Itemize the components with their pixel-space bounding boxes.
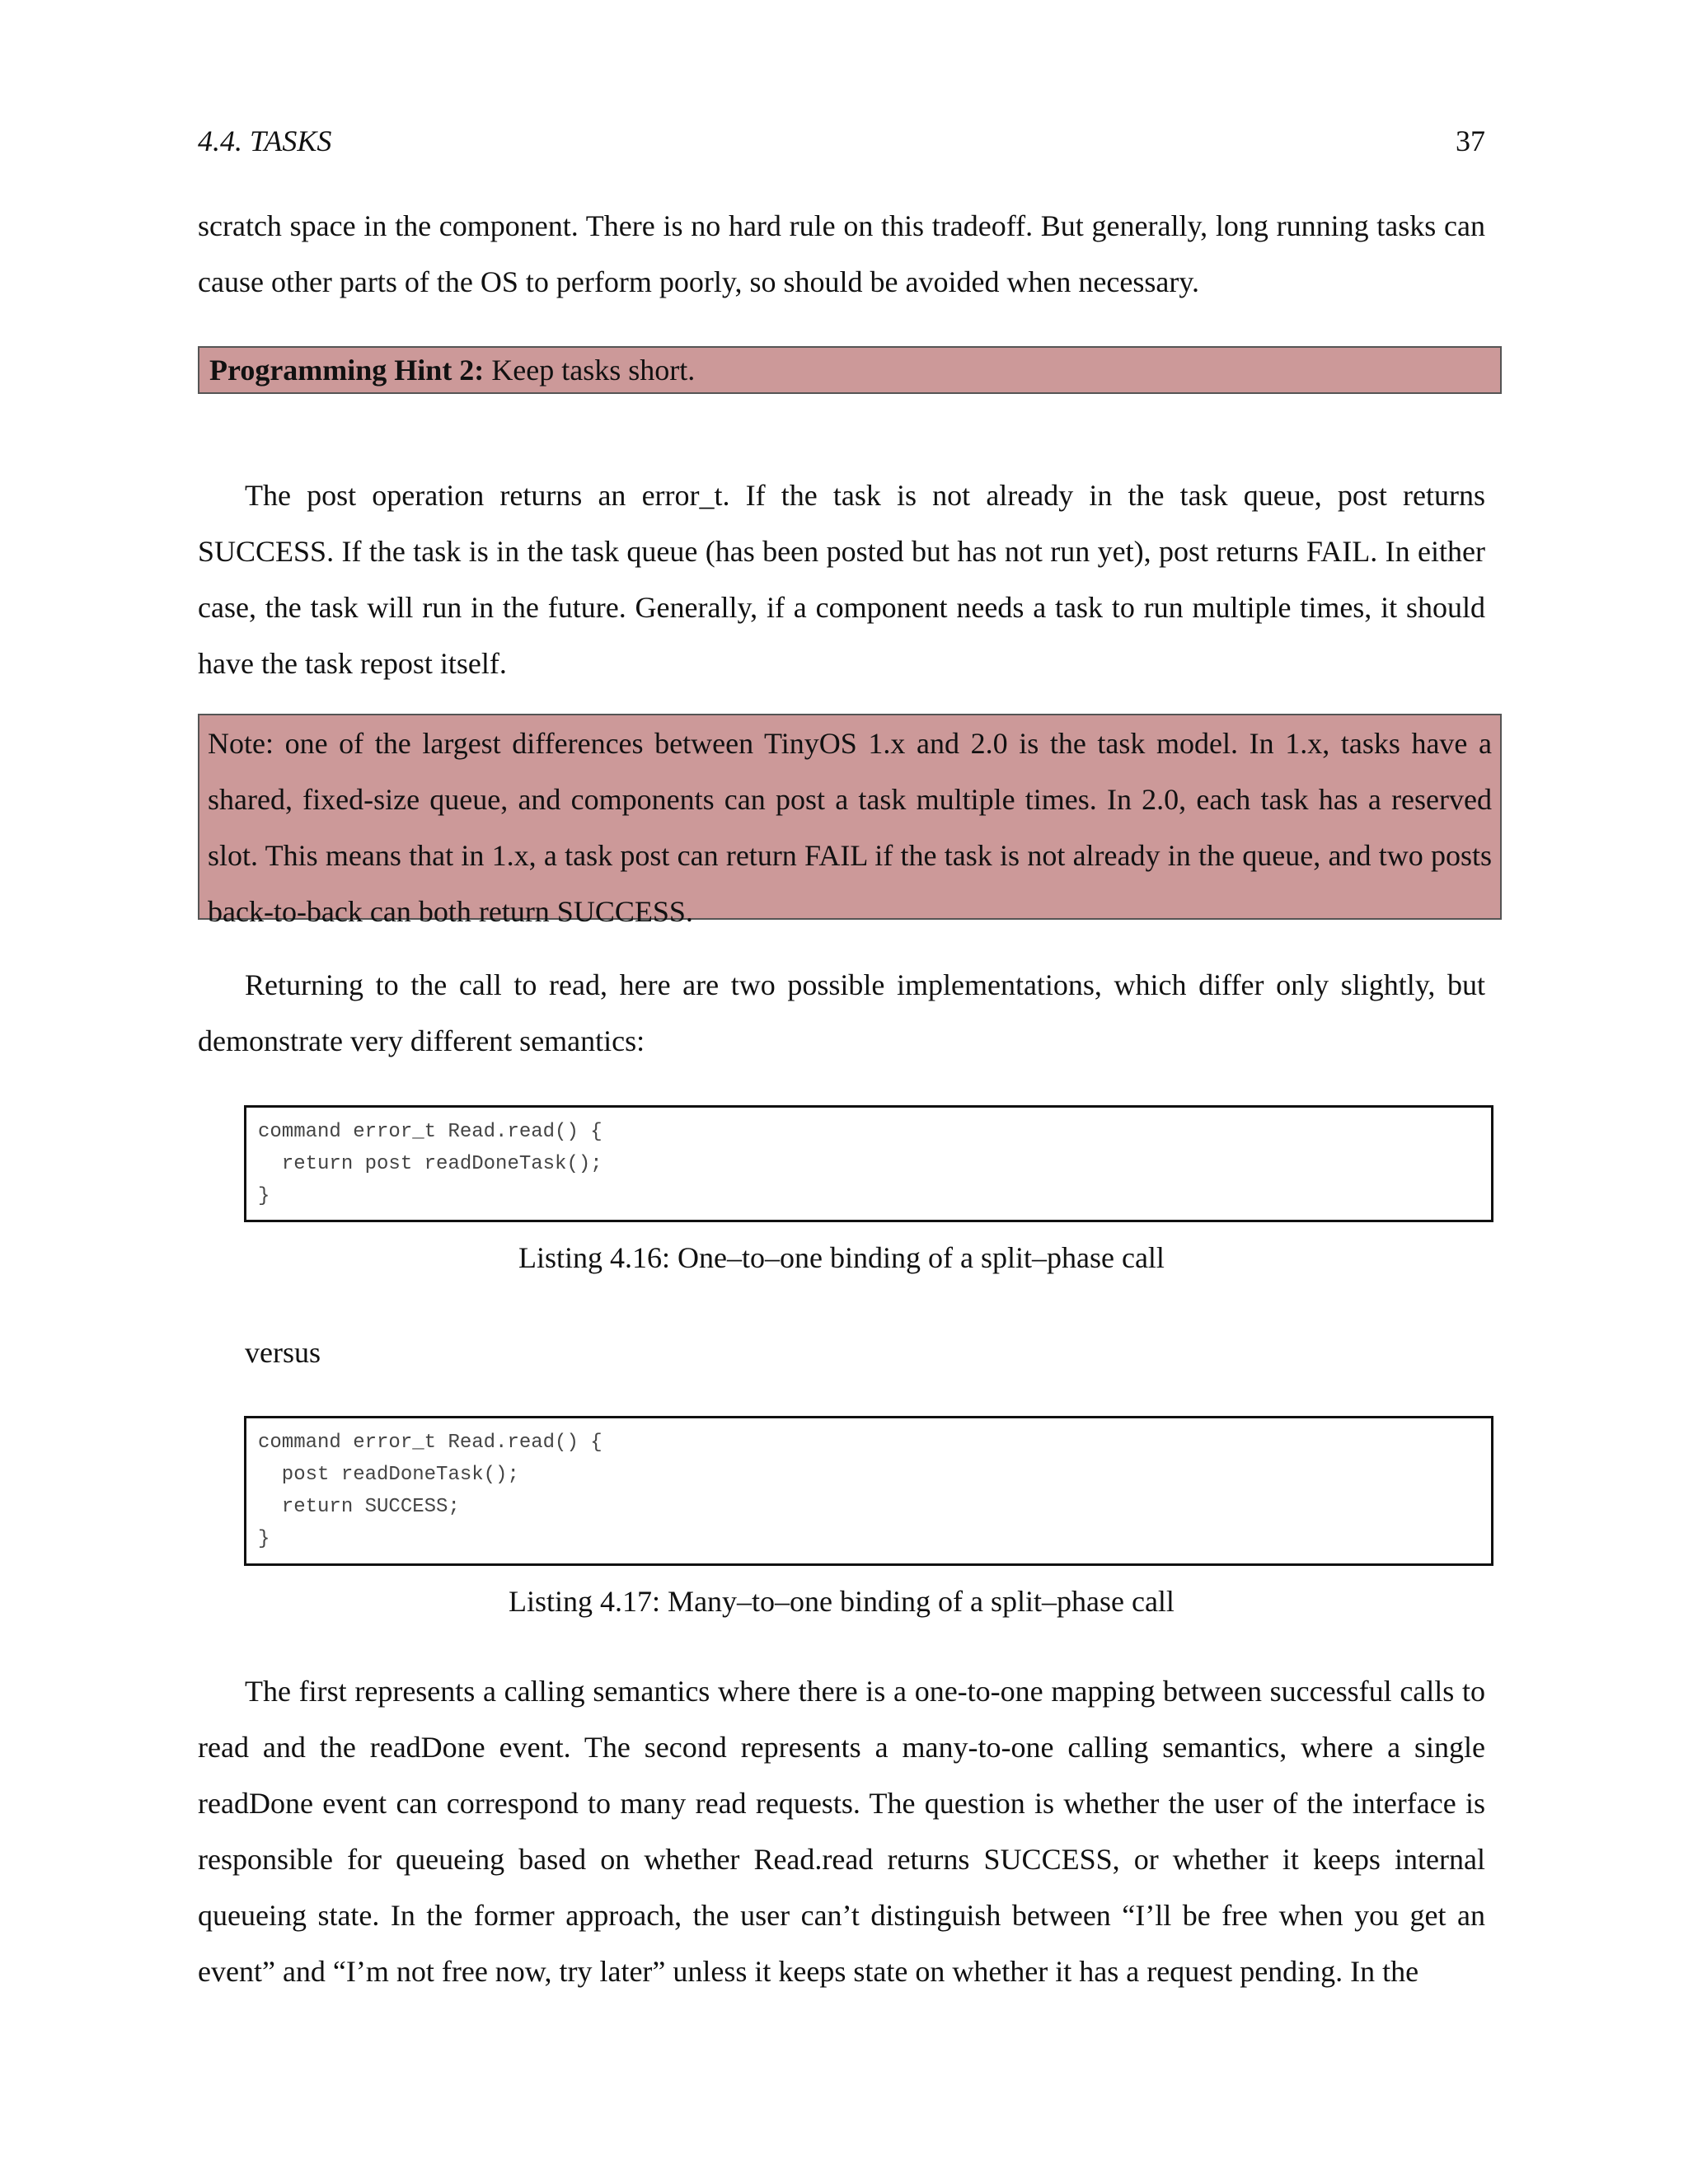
page-header [198,124,1485,165]
note-box [198,714,1502,928]
paragraph-continuation: scratch space in the component. There is no hard rule on this tradeoff. But generally, long running tasks can cause other parts of the OS to perform poorly, so should be avoided when necessary. [198,209,1485,298]
paragraph-post-operation: The post operation returns an error_t. If the task is not already in the task queue, post returns SUCCESS. If the task is in the task queue (has been posted but has not run yet), post returns FAIL. In either case, the task will run in the future. Generally, if a component needs a task to run multiple times, it should have the task repost itself. [198,479,1485,680]
code-listing-2: command error_t Read.read() { post readDoneTask(); return SUCCESS; } [244,1416,1493,1566]
hint-text: Keep tasks short. [484,354,696,387]
hint-label: Programming Hint 2: [209,354,485,387]
listing-caption-2: Listing 4.17: Many–to–one binding of a split–phase call [509,1585,1175,1618]
code-listing-1: command error_t Read.read() { return post readDoneTask(); } [244,1105,1493,1222]
paragraph-semantics: The first represents a calling semantics where there is a one-to-one mapping between successful calls to read and the readDone event. The second represents a many-to-one calling semantics, where a single readDone event can correspond to many read requests. The question is whether the user of the interface is responsible for queueing based on whether Read.read returns SUCCESS, or whether it keeps internal queueing state. In the former approach, the user can’t distinguish between “I’ll be free when you get an event” and “I’m not free now, try later” unless it keeps state on whether it has a request pending. In the [198,1675,1485,1988]
programming-hint-box [198,346,1502,394]
paragraph-returning: Returning to the call to read, here are two possible implementations, which differ only slightly, but demonstrate very different semantics: [198,968,1485,1057]
note-text: Note: one of the largest differences between TinyOS 1.x and 2.0 is the task model. In 1.x, tasks have a shared, fixed-size queue, and components can post a task multiple times. In 2.0, each task has a reserved slot. This means that in 1.x, a task post can return FAIL if the task is not already in the queue, and two posts back-to-back can both return SUCCESS. [208,727,1492,928]
listing-caption-1: Listing 4.16: One–to–one binding of a split–phase call [518,1241,1165,1274]
page-number: 37 [1456,124,1485,157]
running-head: 4.4. TASKS [198,124,332,157]
versus-text: versus [245,1336,321,1369]
